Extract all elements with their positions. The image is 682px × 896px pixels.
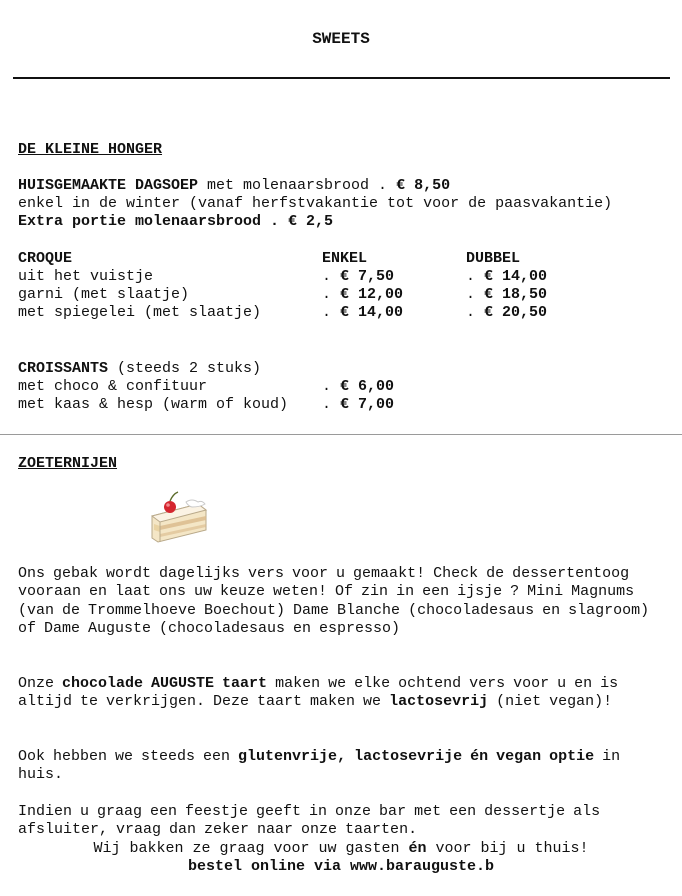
auguste-cake-paragraph: Onze chocolade AUGUSTE taart maken we elke ochtend vers voor u en is altijd te verkrijgen. Deze taart maken we lactosevrij (niet vegan)! bbox=[18, 675, 619, 711]
soup-line bbox=[18, 177, 450, 195]
croissants-note: (steeds 2 stuks) bbox=[108, 360, 262, 377]
croque-header: CROQUE bbox=[18, 250, 73, 267]
croissants-header: CROISSANTS bbox=[18, 360, 109, 377]
croissant-row-name: met choco & confituur bbox=[18, 378, 208, 395]
soup-price: € 8,50 bbox=[396, 177, 451, 194]
auguste-cake-name: chocolade AUGUSTE taart bbox=[62, 675, 268, 692]
page-title: SWEETS bbox=[312, 30, 370, 48]
section-divider bbox=[0, 434, 682, 435]
croque-row-name: met spiegelei (met slaatje) bbox=[18, 304, 262, 321]
croque-row-single: . € 7,50 bbox=[322, 268, 395, 285]
croissants-header-line bbox=[18, 360, 261, 378]
section-heading-small-hunger: DE KLEINE HONGER bbox=[18, 141, 163, 158]
croissant-row-price: . € 7,00 bbox=[322, 396, 395, 413]
header-divider bbox=[13, 77, 670, 79]
soup-name: HUISGEMAAKTE DAGSOEP bbox=[18, 177, 199, 194]
extra-bread: Extra portie molenaarsbrood . € 2,5 bbox=[18, 213, 334, 230]
soup-desc: met molenaarsbrood . bbox=[198, 177, 397, 194]
croque-row-double: . € 20,50 bbox=[466, 304, 548, 321]
dietary-options: glutenvrije, lactosevrije én vegan optie bbox=[238, 748, 595, 765]
croque-row-double: . € 18,50 bbox=[466, 286, 548, 303]
cake-slice-icon bbox=[148, 490, 210, 546]
croissant-row-name: met kaas & hesp (warm of koud) bbox=[18, 396, 289, 413]
croque-col-single: ENKEL bbox=[322, 250, 368, 267]
croque-row-single: . € 14,00 bbox=[322, 304, 404, 321]
sweets-intro: Ons gebak wordt dagelijks vers voor u gemaakt! Check de dessertentoog vooraan en laat ons uw keuze weten! Of zin in een ijsje ? Mini Magnums (van de Trommelhoeve Boechout) Dame Blanche (chocoladesaus en slagroom) of Dame Auguste (chocoladesaus en espresso) bbox=[18, 565, 650, 637]
party-paragraph: Indien u graag een feestje geeft in onze bar met een dessertje als afsluiter, vraag dan zeker naar onze taarten. bbox=[18, 803, 601, 839]
croissant-row-price: . € 6,00 bbox=[322, 378, 395, 395]
section-heading-sweets: ZOETERNIJEN bbox=[18, 455, 118, 472]
dietary-options-paragraph: Ook hebben we steeds een glutenvrije, lactosevrije én vegan optie in huis. bbox=[18, 748, 621, 784]
croque-col-double: DUBBEL bbox=[466, 250, 521, 267]
croque-row-double: . € 14,00 bbox=[466, 268, 548, 285]
lactose-free-label: lactosevrij bbox=[389, 693, 489, 711]
croque-row-name: garni (met slaatje) bbox=[18, 286, 190, 303]
order-online-link[interactable]: bestel online via www.barauguste.b bbox=[187, 858, 495, 875]
bake-for-guests: Wij bakken ze graag voor uw gasten én voor bij u thuis! bbox=[93, 840, 589, 857]
croque-row-single: . € 12,00 bbox=[322, 286, 404, 303]
soup-note: enkel in de winter (vanaf herfstvakantie tot voor de paasvakantie) bbox=[18, 195, 613, 212]
croque-row-name: uit het vuistje bbox=[18, 268, 154, 285]
